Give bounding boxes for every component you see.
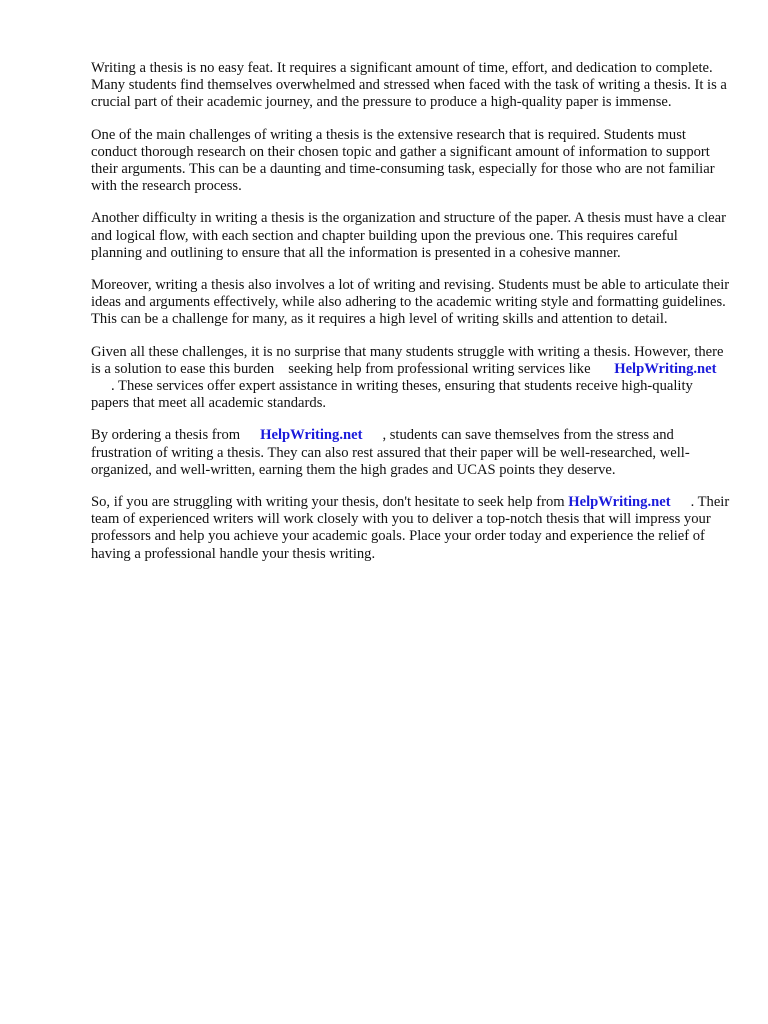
paragraph-solution-text-2: seeking help from professional writing services like: [288, 360, 591, 377]
paragraph-closing: [91, 494, 731, 563]
paragraph-solution: [91, 344, 731, 413]
helpwriting-link-2[interactable]: HelpWriting.net: [260, 427, 363, 444]
document-body: [91, 60, 731, 578]
paragraph-intro: Writing a thesis is no easy feat. It requires a significant amount of time, effort, and dedication to complete. Many students find themselves overwhelmed and stressed when faced with the task of writing a thesis. It is a crucial part of their academic journey, and the pressure to produce a high-quality paper is immense.: [91, 60, 727, 111]
paragraph-solution-text-1: Given all these challenges, it is no surprise that many students struggle with writing a thesis. However, there is a solution to ease this burden: [91, 343, 724, 377]
paragraph-solution-text-3: . These services offer expert assistance in writing theses, ensuring that students receive high-quality papers that meet all academic standards.: [91, 378, 693, 412]
paragraph-ordering-text-1: By ordering a thesis from: [91, 427, 241, 444]
paragraph-research: One of the main challenges of writing a thesis is the extensive research that is required. Students must conduct thorough research on their chosen topic and gather a significant amount of information to support their arguments. This can be a daunting and time-consuming task, especially for those who are not familiar with the research process.: [91, 126, 715, 195]
paragraph-writing: Moreover, writing a thesis also involves a lot of writing and revising. Students must be able to articulate their ideas and arguments effectively, while also adhering to the academic writing style and formatting guidelines. This can be a challenge for many, as it requires a high level of writing skills and attention to detail.: [91, 277, 730, 328]
helpwriting-link-1[interactable]: HelpWriting.net: [614, 360, 717, 377]
paragraph-closing-text-1: So, if you are struggling with writing your thesis, don't hesitate to seek help from: [91, 494, 565, 511]
paragraph-ordering: [91, 427, 731, 479]
paragraph-organization: Another difficulty in writing a thesis is the organization and structure of the paper. A thesis must have a clear and logical flow, with each section and chapter building upon the previous one. This requires careful planning and outlining to ensure that all the information is presented in a cohesive manner.: [91, 210, 726, 261]
helpwriting-link-3[interactable]: HelpWriting.net: [568, 494, 671, 511]
paragraph-ordering-text-2: , students can save themselves from the stress and frustration of writing a thesis. They can also rest assured that their paper will be well-researched, well-organized, and well-written, earning them the high grades and UCAS points they deserve.: [91, 427, 690, 478]
paragraph-closing-text-2: . Their team of experienced writers will work closely with you to deliver a top-notch thesis that will impress your professors and help you achieve your academic goals. Place your order today and experience the relief of having a professional handle your thesis writing.: [91, 494, 730, 562]
